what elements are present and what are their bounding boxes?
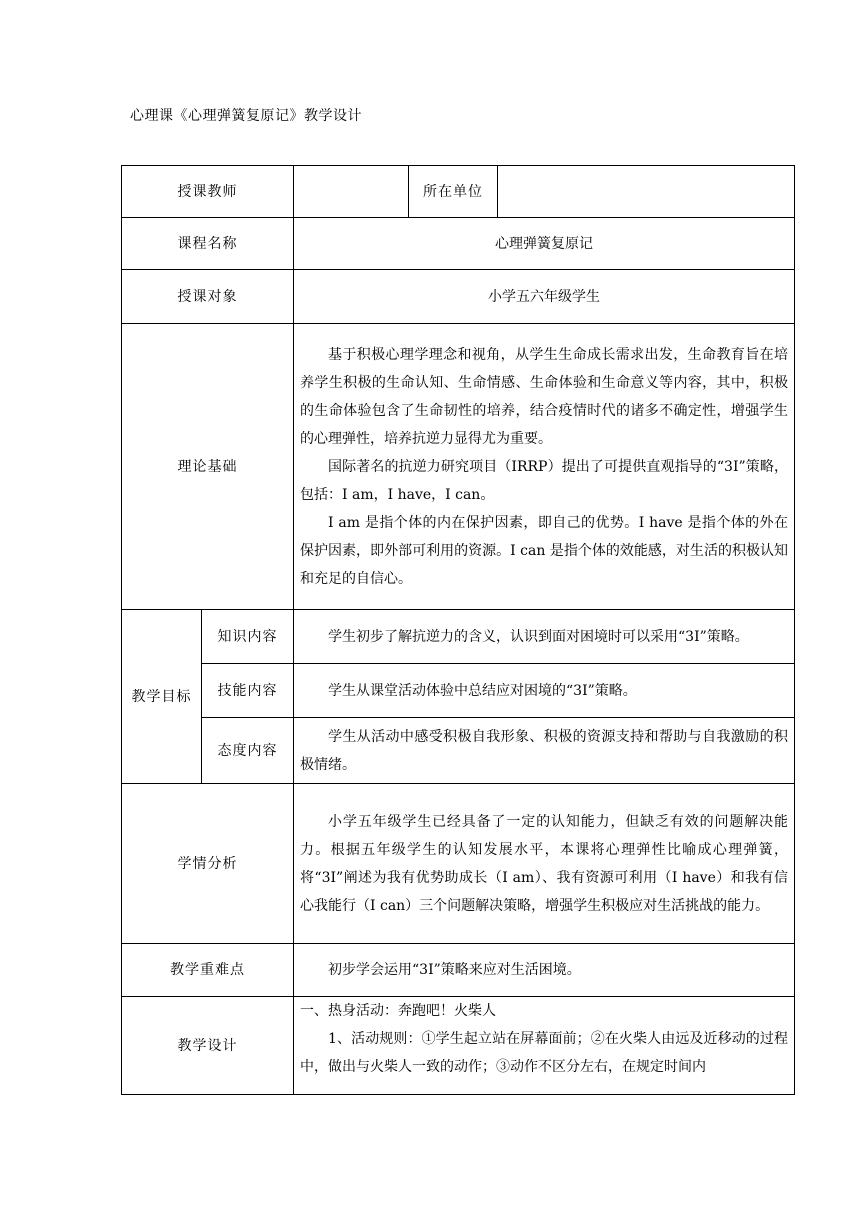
theory-content (294, 324, 795, 610)
design-content (294, 997, 795, 1095)
row-design (122, 997, 795, 1095)
analysis-paragraph: 小学五年级学生已经具备了一定的认知能力，但缺乏有效的问题解决能力。根据五年级学生的认知发展水平，本课将心理弹性比喻成心理弹簧，将“3I”阐述为我有优势助成长（I am）、我有资源可利用（I have）和我有信心我能行（I can）三个问题解决策略，增强学生积极应对生活挑战的能力。 (300, 813, 788, 914)
goal-sub-label: 技能内容 (202, 664, 294, 718)
goal-text-para: 学生初步了解抗逆力的含义，认识到面对困境时可以采用“3I”策略。 (328, 628, 749, 645)
row-goal-skill (122, 664, 795, 718)
row-goal-knowledge (122, 610, 795, 664)
row-keypoint (122, 944, 795, 997)
unit-value (498, 166, 795, 218)
theory-paragraph: I am 是指个体的内在保护因素，即自己的优势。I have 是指个体的外在保护因素，即外部可利用的资源。I can 是指个体的效能感，对生活的积极认知和充足的自信心。 (300, 514, 788, 587)
keypoint-content (294, 944, 795, 997)
goal-text (294, 718, 795, 784)
row-course (122, 218, 795, 270)
keypoint-label: 教学重难点 (122, 944, 294, 997)
goal-text-para: 学生从课堂活动体验中总结应对困境的“3I”策略。 (328, 682, 637, 699)
design-paragraph: 1、活动规则：①学生起立站在屏幕面前；②在火柴人由远及近移动的过程中，做出与火柴人一致的动作；③动作不区分左右，在规定时间内 (300, 1031, 788, 1075)
teacher-label: 授课教师 (122, 166, 294, 218)
theory-paragraph: 国际著名的抗逆力研究项目（IRRP）提出了可提供直观指导的“3I”策略，包括：I am，I have，I can。 (300, 458, 788, 503)
teacher-value (294, 166, 409, 218)
row-audience (122, 270, 795, 324)
audience-value: 小学五六年级学生 (294, 270, 795, 324)
goal-text (294, 610, 795, 664)
design-label: 教学设计 (122, 997, 294, 1095)
analysis-label: 学情分析 (122, 784, 294, 944)
row-analysis (122, 784, 795, 944)
design-heading: 一、热身活动：奔跑吧！火柴人 (300, 1003, 496, 1019)
course-value: 心理弹簧复原记 (294, 218, 795, 270)
goals-label: 教学目标 (122, 610, 202, 784)
analysis-content (294, 784, 795, 944)
goal-text-para: 学生从活动中感受积极自我形象、积极的资源支持和帮助与自我激励的积极情绪。 (300, 728, 788, 773)
theory-label: 理论基础 (122, 324, 294, 610)
course-label: 课程名称 (122, 218, 294, 270)
row-goal-attitude (122, 718, 795, 784)
goal-sub-label: 态度内容 (202, 718, 294, 784)
lesson-plan-table (121, 165, 795, 1095)
audience-label: 授课对象 (122, 270, 294, 324)
unit-label: 所在单位 (409, 166, 498, 218)
row-theory (122, 324, 795, 610)
row-teacher (122, 166, 795, 218)
goal-text (294, 664, 795, 718)
theory-paragraph: 基于积极心理学理念和视角，从学生生命成长需求出发，生命教育旨在培养学生积极的生命认知、生命情感、生命体验和生命意义等内容，其中，积极的生命体验包含了生命韧性的培养，结合疫情时代的诸多不确定性，增强学生的心理弹性，培养抗逆力显得尤为重要。 (300, 346, 788, 447)
keypoint-paragraph: 初步学会运用“3I”策略来应对生活困境。 (328, 962, 581, 978)
goal-sub-label: 知识内容 (202, 610, 294, 664)
document-title: 心理课《心理弹簧复原记》教学设计 (130, 108, 362, 124)
